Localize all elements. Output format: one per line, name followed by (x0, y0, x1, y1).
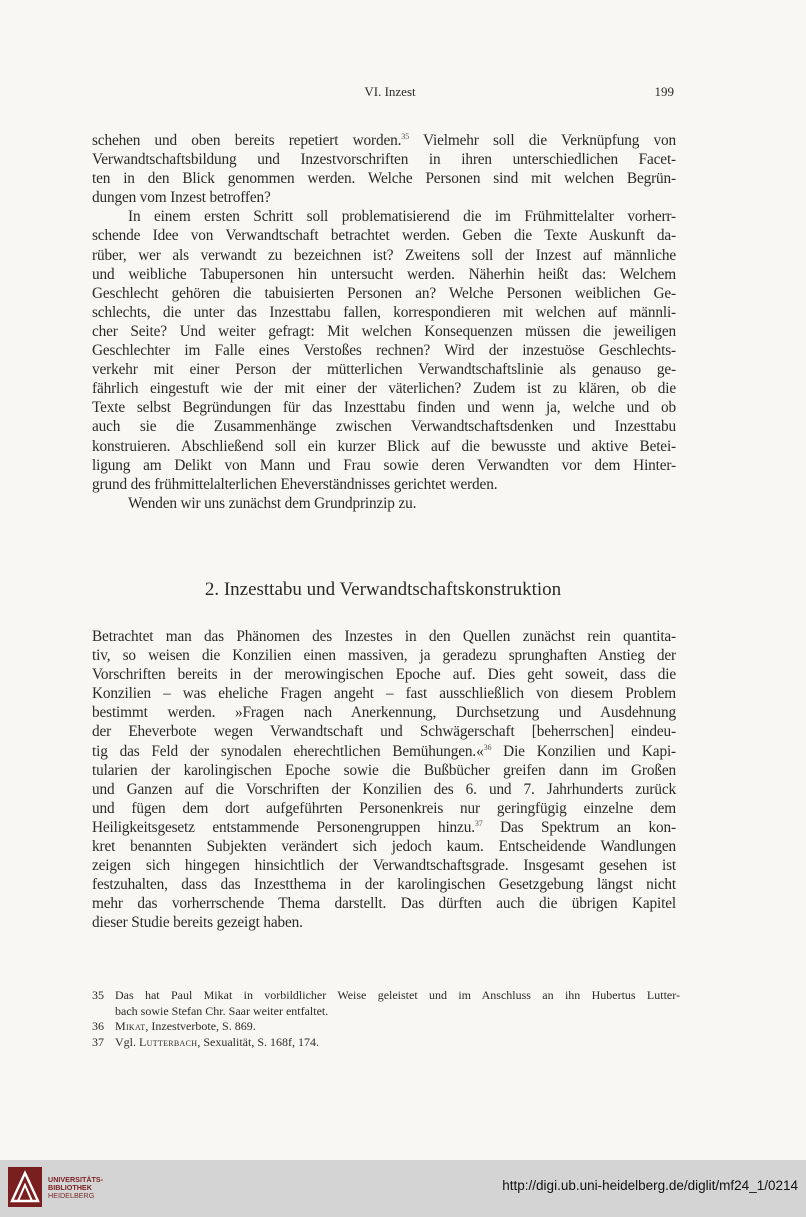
line-text: dungen vom Inzest betroffen? (92, 189, 271, 207)
line-text: ligung am Delikt von Mann und Frau sowie deren Verwandten vor dem Hinter- (92, 456, 676, 474)
text-line (92, 799, 676, 818)
footnote-text: bach sowie Stefan Chr. Saar weiter entfaltet. (115, 1003, 329, 1018)
line-text: Betrachtet man das Phänomen des Inzestes in den Quellen zunächst rein quantita- (92, 628, 676, 645)
text-line (92, 207, 676, 226)
footnote-text: , Sexualität, S. 168f, 174. (197, 1034, 320, 1049)
line-text-continued: Das Spektrum an kon- (482, 818, 676, 836)
line-text: bestimmt werden. »Fragen nach Anerkennung, Durchsetzung und Ausdehnung (92, 704, 676, 722)
library-logo[interactable] (8, 1167, 118, 1209)
line-text: tig das Feld der synodalen eherechtlichen Bemühungen.« (92, 742, 484, 760)
text-line (92, 475, 676, 494)
paragraph-block-2 (92, 627, 676, 933)
line-text: Wenden wir uns zunächst dem Grundprinzip zu. (128, 494, 417, 512)
line-text: Konzilien – was eheliche Fragen angeht – fast ausschließlich von diesem Problem (92, 685, 676, 703)
footnote-number: 37 (92, 1034, 104, 1049)
line-text: konstruieren. Abschließend soll ein kurzer Blick auf die bewusste und aktive Betei- (92, 437, 676, 455)
footnote-text: Das hat Paul Mikat in vorbildlicher Weise geleistet und im Anschluss an ihn Hubertus Lutter- (115, 988, 680, 1002)
line-text: rüber, wer als verwandt zu bezeichnen ist? Zweitens soll der Inzest auf männliche (92, 246, 676, 264)
text-line (92, 837, 676, 856)
footnote-line (115, 1035, 680, 1051)
line-text: tularien der karolingischen Epoche sowie die Bußbücher greifen dann im Großen (92, 761, 676, 779)
line-text: dieser Studie bereits gezeigt haben. (92, 914, 303, 932)
text-line (92, 456, 676, 475)
line-text: schende Idee von Verwandtschaft betrachtet werden. Geben die Texte Auskunft da- (92, 227, 676, 245)
line-text: und Ganzen auf die Vorschriften der Konzilien des 6. und 7. Jahrhunderts zurück (92, 780, 676, 798)
line-text: zeigen sich hingegen hinsichtlich der Verwandtschaftsgrade. Insgesamt gesehen ist (92, 857, 676, 875)
footnote (92, 1035, 680, 1051)
line-text: grund des frühmittelalterlichen Eheverständnisses gerichtet werden. (92, 475, 498, 493)
text-line (92, 761, 676, 780)
text-line (92, 322, 676, 341)
text-line (92, 226, 676, 245)
footnote-prefix: Vgl. (115, 1034, 139, 1049)
text-line (92, 341, 676, 360)
text-line (92, 703, 676, 722)
logo-line: HEIDELBERG (48, 1191, 95, 1200)
line-text: festzuhalten, dass das Inzestthema in der karolingischen Gesetzgebung längst nicht (92, 876, 676, 894)
text-line (92, 742, 676, 761)
text-line (92, 246, 676, 265)
line-text: kret benannten Subjekten verändert sich jedoch kaum. Entscheidende Wandlungen (92, 838, 676, 856)
footnote-text: , Inzestverbote, S. 869. (145, 1019, 256, 1034)
line-text: mehr das vorherrschende Thema darstellt. Das dürften auch die übrigen Kapitel (92, 895, 676, 913)
line-text: schlechts, die unter das Inzesttabu fallen, korrespondieren mit welchen auf männli- (92, 303, 676, 321)
section-heading: 2. Inzesttabu und Verwandtschaftskonstruktion (204, 579, 562, 600)
line-text: auch sie die Zusammenhänge zwischen Verwandtschaftsdenken und Inzesttabu (92, 418, 676, 436)
text-line (92, 169, 676, 188)
line-text-continued: Die Konzilien und Kapi- (491, 742, 676, 760)
line-text: Verwandtschaftsbildung und Inzestvorschriften in ihren unterschiedlichen Facet- (92, 151, 676, 169)
viewer-footer (0, 1160, 806, 1217)
footnote-line (115, 1019, 680, 1035)
running-head (0, 84, 806, 104)
text-line (92, 780, 676, 799)
text-line (92, 437, 676, 456)
footnote-reference[interactable]: 35 (401, 131, 409, 141)
logo-line: UNIVERSITÄTS- (48, 1175, 104, 1184)
line-text: Heiligkeitsgesetz entstammende Personengruppen hinzu. (92, 818, 475, 836)
text-line (92, 188, 676, 207)
footnote-number: 36 (92, 1019, 104, 1034)
line-text: verkehr mit einer Person der mütterlichen Verwandtschaftslinie als genauso ge- (92, 361, 676, 379)
text-line (92, 856, 676, 875)
line-text: und fügen dem dort aufgeführten Personenkreis nur geringfügig einzelne dem (92, 799, 676, 817)
footnotes (92, 988, 680, 1050)
text-line (92, 627, 676, 646)
line-text: schehen und oben bereits repetiert worden. (92, 132, 402, 149)
library-emblem-icon (8, 1167, 42, 1207)
document-url-link[interactable]: http://digi.ub.uni-heidelberg.de/diglit/mf24_1/0214 (502, 1178, 798, 1193)
footnote (92, 1019, 680, 1035)
text-line (92, 379, 676, 398)
author-name: Lutterbach (139, 1034, 198, 1049)
line-text-continued: Vielmehr soll die Verknüpfung von (409, 132, 677, 149)
library-name (48, 1176, 103, 1200)
text-line (92, 417, 676, 436)
footnote (92, 988, 680, 1019)
footnote-reference[interactable]: 37 (474, 818, 483, 828)
text-line (92, 646, 676, 665)
text-line (92, 894, 676, 913)
line-text: Texte selbst Begründungen für das Inzesttabu finden und wenn ja, welche und ob (92, 399, 676, 417)
line-text: der Eheverbote wegen Verwandtschaft und Schwägerschaft [beherrschen] eindeu- (92, 723, 676, 741)
footnote-line (115, 1004, 680, 1020)
line-text: Geschlecht gehören die tabuisierten Personen an? Welche Personen weiblichen Ge- (92, 284, 676, 302)
text-line (92, 913, 676, 932)
line-text: In einem ersten Schritt soll problematisierend die im Frühmittelalter vorherr- (128, 208, 676, 226)
text-line (92, 284, 676, 303)
text-line (92, 131, 676, 150)
footnote-reference[interactable]: 36 (483, 742, 492, 752)
footnote-number: 35 (92, 988, 104, 1002)
text-line (92, 665, 676, 684)
text-line (92, 875, 676, 894)
text-line (92, 303, 676, 322)
line-text: Geschlechter im Falle eines Verstoßes rechnen? Wird der inzestuöse Geschlechts- (92, 342, 676, 360)
text-line (92, 722, 676, 741)
page-number: 199 (654, 84, 674, 99)
line-text: ten in den Blick genommen werden. Welche Personen sind mit welchen Begrün- (92, 170, 676, 188)
text-line (92, 265, 676, 284)
line-text: tiv, so weisen die Konzilien einen massiven, ja geradezu sprunghaften Anstieg der (92, 647, 676, 665)
text-line (92, 150, 676, 169)
text-line (92, 818, 676, 837)
paragraph-block-1 (92, 131, 676, 513)
line-text: cher Seite? Und weiter gefragt: Mit welchen Konsequenzen müssen die jeweiligen (92, 322, 676, 340)
line-text: und weibliche Tabupersonen hin untersucht werden. Näherhin heißt das: Welchem (92, 265, 676, 283)
line-text: Vorschriften bereits in der merowingischen Epoche auf. Dies geht soweit, dass die (92, 666, 676, 684)
footnote-line (115, 988, 680, 1004)
text-line (92, 684, 676, 703)
text-line (92, 494, 676, 513)
author-name: Mikat (115, 1019, 146, 1034)
text-line (92, 360, 676, 379)
text-line (92, 398, 676, 417)
line-text: fährlich eingestuft wie der mit einer der väterlichen? Zudem ist zu klären, ob die (92, 380, 676, 398)
logo-line: BIBLIOTHEK (48, 1183, 92, 1192)
chapter-title: VI. Inzest (364, 84, 416, 99)
